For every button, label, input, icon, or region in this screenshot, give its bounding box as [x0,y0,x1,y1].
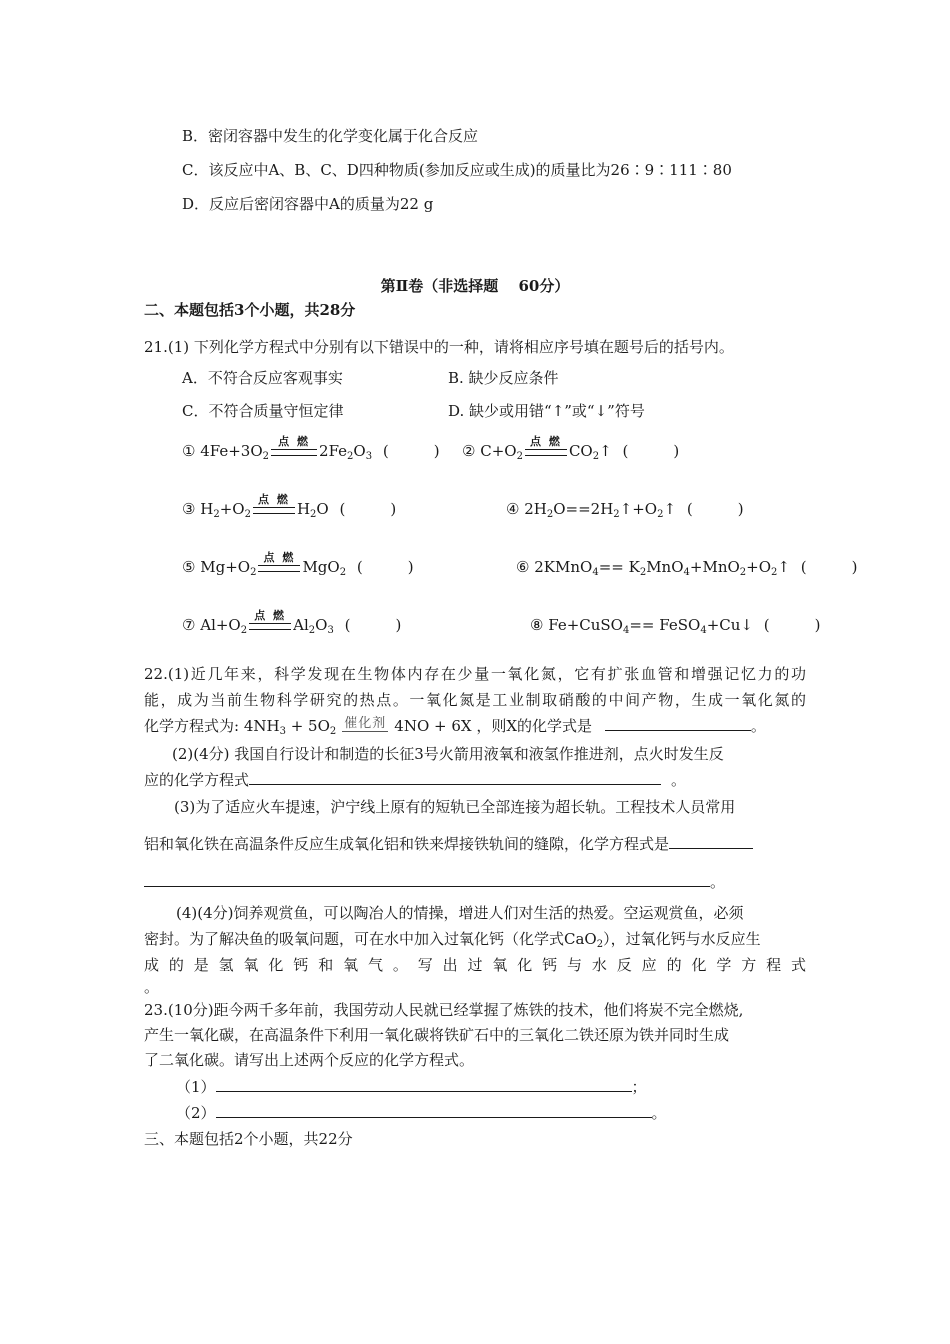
q23-line2: 产生一氧化碳，在高温条件下利用一氧化碳将铁矿石中的三氧化二铁还原为铁并同时生成 [144,1026,730,1044]
q23-answer-1: （1） ； [176,1078,647,1096]
part2-title: 第Ⅱ卷（非选择题 60分） [380,277,570,295]
equation-3: ③ $H_2+O_2$ 点 燃 $H_2O$ ( ) [182,493,397,520]
option-d: D．反应后密闭容器中A的质量为22 g [182,195,434,213]
q22-p1-line3: 化学方程式为: $4NH_3 + 5O_2$ 催化剂 4NO + 6X ，则X的化学式是 。 [144,716,766,737]
answer-paren-1: ( ) [382,442,440,460]
ignite-condition: 点 燃 [525,436,567,456]
catalyst-condition: 催化剂 [344,716,387,731]
q21-choice-b: B. 缺少反应条件 [448,369,559,387]
ignite-condition: 点 燃 [249,610,291,630]
q22-p2-line2: 应的化学方程式 。 [144,771,687,789]
equation-5: ⑤ $Mg+O_2$ 点 燃 MgO$_2$ ( ) [182,551,414,578]
answer-blank-hydrogen[interactable] [249,770,661,785]
ignite-condition: 点 燃 [253,494,295,514]
q22-p3-line3: 。 [144,872,725,892]
q21-choice-c: C．不符合质量守恒定律 [182,402,344,420]
answer-paren-3: ( ) [339,500,397,518]
answer-paren-6: ( ) [800,558,858,576]
q22-p1-line1: 22.(1)近几年来，科学发现在生物体内存在少量一氧化氮，它有扩张血管和增强记忆力的功 [144,665,806,683]
q22-p4-line3: 成的是氢氧化钙和氧气。写出过氧化钙与水反应的化学方程式 [144,956,806,974]
answer-blank-thermite-1[interactable] [669,834,753,849]
equation-4: ④ $2H_2O==2H_2↑+O_2↑$ ( ) [506,500,744,520]
q21-choice-a: A．不符合反应客观事实 [182,369,343,387]
ignite-condition: 点 燃 [271,436,317,456]
equation-1: ① $4Fe+3O_2$ 点 燃 $2Fe_2O_3$ ( ) [182,435,440,462]
q23-line3: 了二氧化碳。请写出上述两个反应的化学方程式。 [144,1051,475,1069]
q22-p2-line1: (2)(4分) 我国自行设计和制造的长征3号火箭用液氧和液氢作推进剂，点火时发生反 [172,745,724,763]
answer-paren-5: ( ) [356,558,414,576]
option-b: B．密闭容器中发生的化学变化属于化合反应 [182,127,479,145]
option-c: C．该反应中A、B、C、D四种物质(参加反应或生成)的质量比为26∶9∶111∶80 [182,161,732,179]
equation-2: ② $C+O_2$ 点 燃 $CO_2↑$ ( ) [462,435,680,462]
answer-paren-7: ( ) [344,616,402,634]
answer-paren-4: ( ) [686,500,744,518]
q23-answer-2: （2） 。 [176,1104,667,1122]
section3-heading: 三、本题包括2个小题，共22分 [144,1130,353,1148]
ignite-condition: 点 燃 [258,552,300,572]
answer-paren-2: ( ) [622,442,680,460]
answer-blank-nox[interactable] [605,716,751,731]
section2-heading: 二、本题包括3个小题，共28分 [144,301,356,319]
q23-line1: 23.(10分)距今两千多年前，我国劳动人民就已经掌握了炼铁的技术，他们将炭不完全燃烧, [144,1001,744,1019]
answer-blank-q23-1[interactable] [216,1077,632,1092]
answer-blank-thermite-2[interactable] [144,872,710,887]
q22-p4-line2: 密封。为了解决鱼的吸氧问题，可在水中加入过氧化钙（化学式CaO$_2$），过氧化钙与水反应生 [144,930,761,950]
q22-p3-line2: 铝和氧化铁在高温条件反应生成氧化铝和铁来焊接铁轨间的缝隙，化学方程式是 [144,834,753,854]
answer-blank-q23-2[interactable] [216,1103,652,1118]
equation-8: ⑧ Fe+CuSO$_4$== FeSO$_4$+Cu↓ ( ) [530,616,821,636]
q22-p4-line1: (4)(4分)饲养观赏鱼，可以陶冶人的情操，增进人们对生活的热爱。空运观赏鱼，必须 [176,904,744,922]
q22-p3-line1: (3)为了适应火车提速，沪宁线上原有的短轨已全部连接为超长轨。工程技术人员常用 [174,798,736,816]
q21-stem: 21.(1) 下列化学方程式中分别有以下错误中的一种，请将相应序号填在题号后的括号内。 [144,338,734,356]
q22-p4-line4: 。 [144,978,160,996]
answer-paren-8: ( ) [763,616,821,634]
equation-7: ⑦ $Al+O_2$ 点 燃 $Al_2O_3$ ( ) [182,609,402,636]
equation-6: ⑥ 2KMnO$_4$== $K_2MnO_4+MnO_2+O_2↑$ ( ) [516,558,858,578]
q21-choice-d: D. 缺少或用错“↑”或“↓”符号 [448,402,645,420]
q22-p1-line2: 能，成为当前生物科学研究的热点。一氧化氮是工业制取硝酸的中间产物，生成一氧化氮的 [144,691,806,709]
